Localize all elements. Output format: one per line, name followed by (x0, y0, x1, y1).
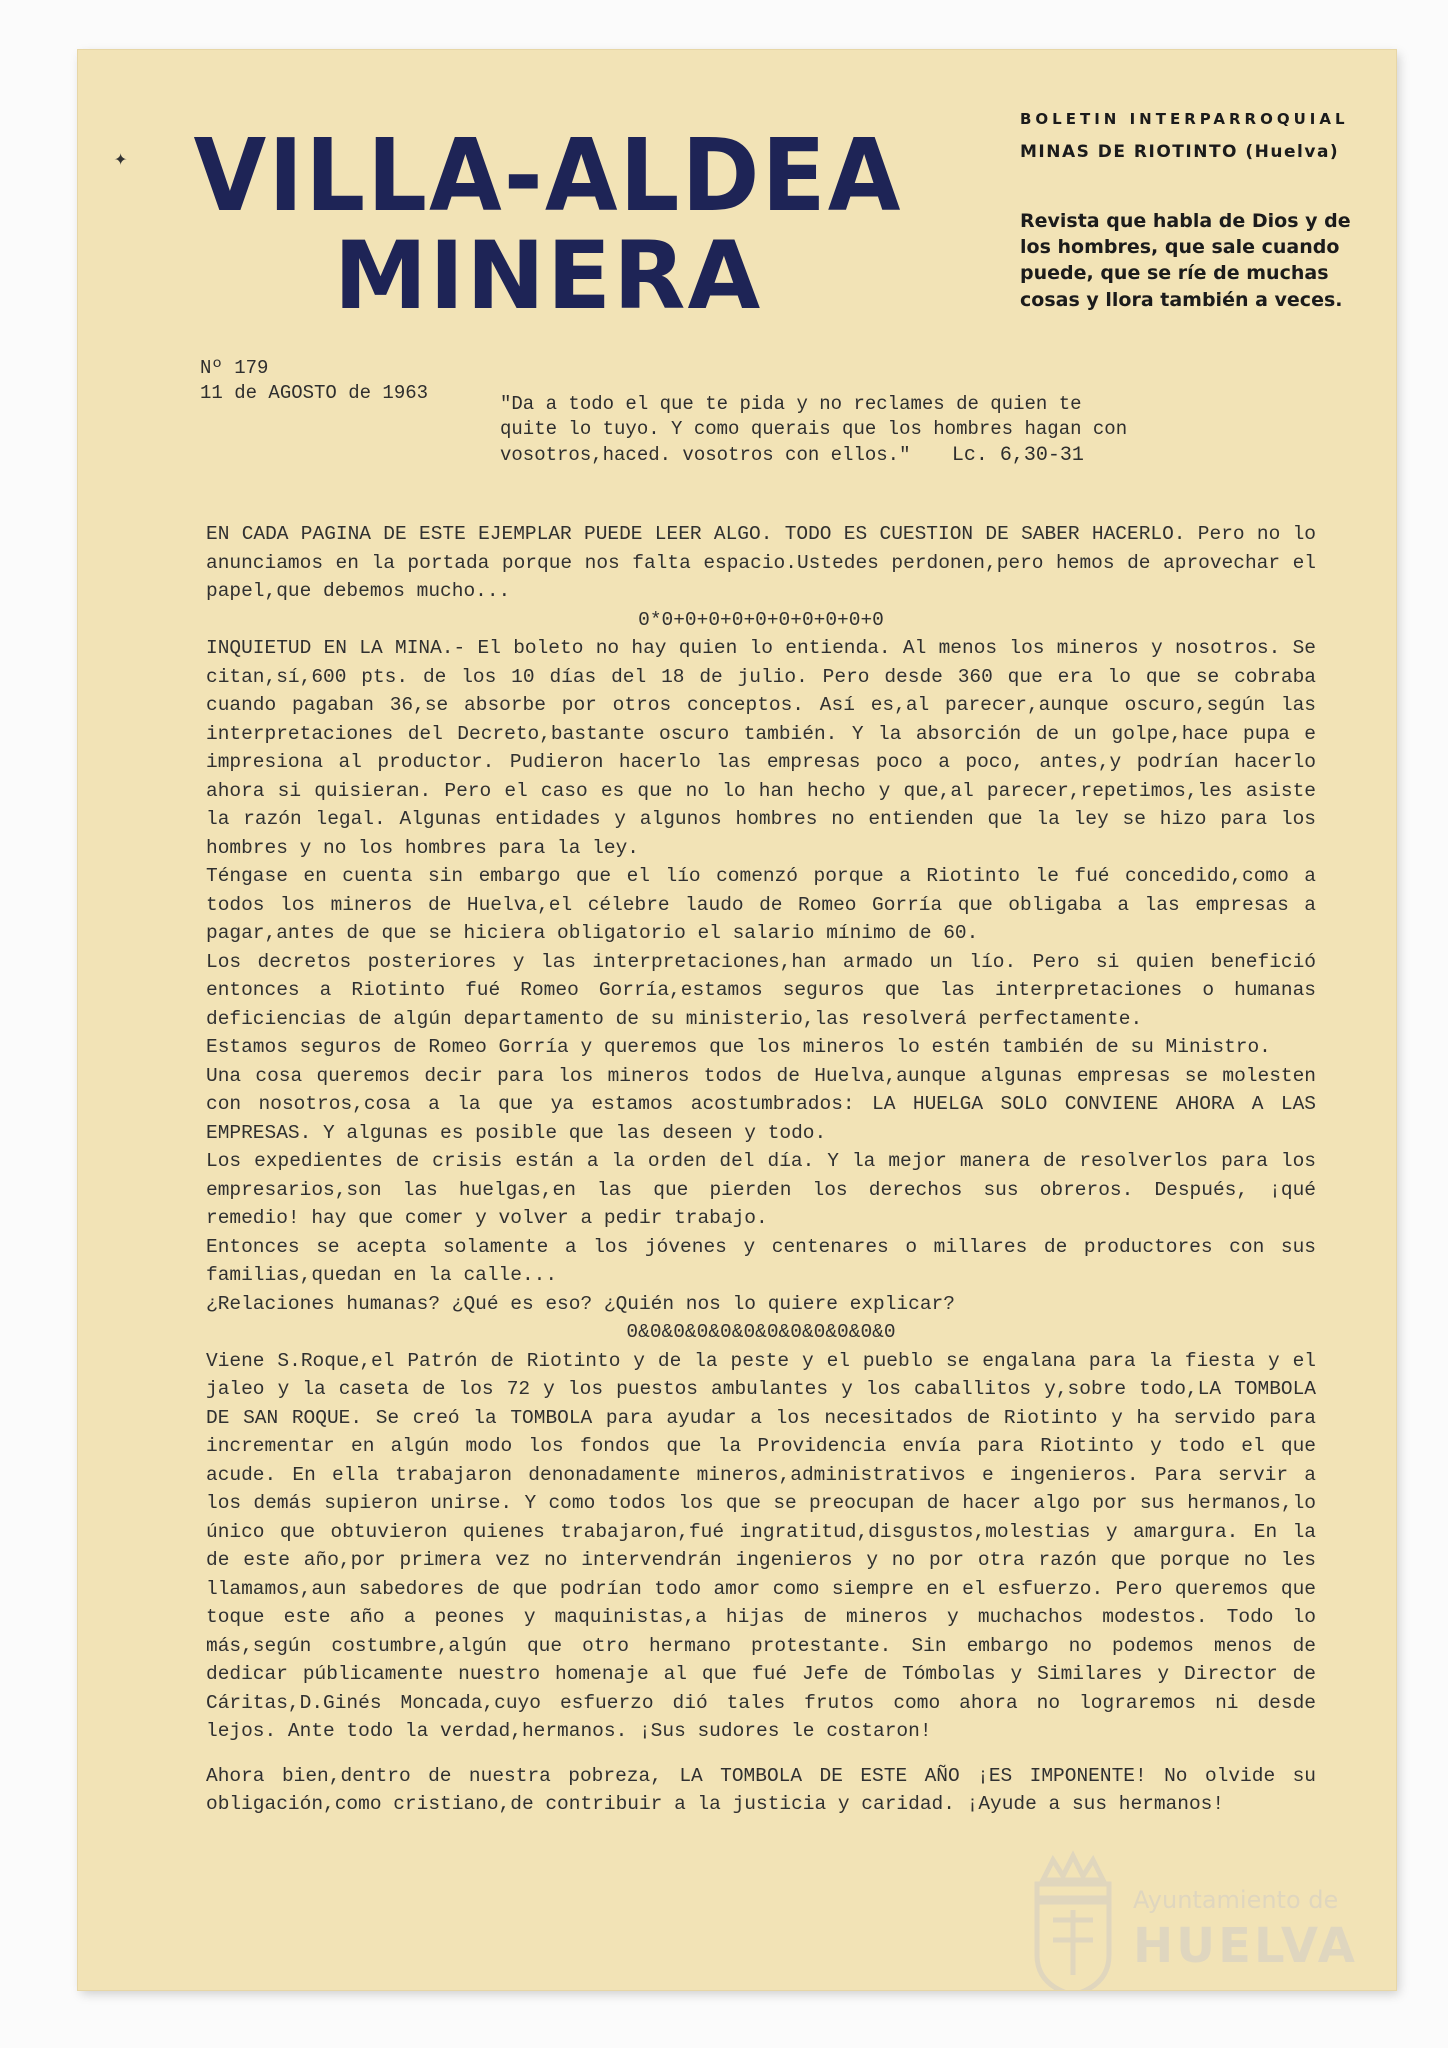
archive-watermark (1023, 1850, 1383, 1990)
paragraph-jovenes: Entonces se acepta solamente a los jóvenes y centenares o millares de productores con sus familias,quedan en la calle... (206, 1235, 1316, 1286)
tagline: Revista que habla de Dios y de los hombres, que sale cuando puede, que se ríe de muchas cosas y llora también a veces. (1020, 210, 1351, 311)
newsletter-page (78, 50, 1396, 1990)
watermark-line-1: Ayuntamiento de (1133, 1886, 1339, 1914)
masthead-line-2: MINERA (333, 222, 763, 331)
paragraph-mina: INQUIETUD EN LA MINA.- El boleto no hay quien lo entienda. Al menos los mineros y nosotros. Se citan,sí,600 pts. de los 10 días del 18 de julio. Pero desde 360 que era lo que se cobraba cuando pagaban 36,se absorbe por otros conceptos. Así es,al parecer,aunque oscuro,según las interpretaciones del Decreto,bastante oscuro también. Y la absorción de un golpe,hace pupa e impresiona al productor. Pudieron hacerlo las empresas poco a poco, antes,y podrían hacerlo ahora si quisieran. Pero el caso es que no lo han hecho y que,al parecer,repetimos,les asiste la razón legal. Algunas entidades y algunos hombres no entienden que la ley se hizo para los hombres y no los hombres para la ley. (206, 637, 1316, 859)
issue-number: Nº 179 (200, 357, 269, 379)
quote-text: "Da a todo el que te pida y no reclames de quien te quite lo tuyo. Y como querais que los hombres hagan con vosotros,haced. vosotros con ellos." (500, 393, 1128, 466)
paragraph-relaciones: ¿Relaciones humanas? ¿Qué es eso? ¿Quién nos lo quiere explicar? (206, 1292, 955, 1315)
watermark-line-2: HUELVA (1133, 1918, 1358, 1974)
paragraph-expedientes: Los expedientes de crisis están a la orden del día. Y la mejor manera de resolverlos para los empresarios,son las huelgas,en las que pierden los derechos sus obreros. Después, ¡qué remedio! hay que comer y volver a pedir trabajo. (206, 1150, 1316, 1229)
spacer (206, 1746, 1316, 1762)
separator-2: 0&0&0&0&0&0&0&0&0&0&0&0 (626, 1321, 896, 1343)
issue-info (200, 356, 428, 405)
paragraph-ayude: Ahora bien,dentro de nuestra pobreza, LA TOMBOLA DE ESTE AÑO ¡ES IMPONENTE! No olvide su obligación,como cristiano,de contribuir a la justicia y caridad. ¡Ayude a sus hermanos! (206, 1764, 1316, 1815)
paragraph-decretos: Los decretos posteriores y las interpretaciones,han armado un lío. Pero si quien benefició entonces a Riotinto fué Romeo Gorría,estamos seguros que las interpretaciones o humanas deficiencias de algún departamento de su ministerio,las resolverá perfectamente. (206, 950, 1316, 1030)
location-label: MINAS DE RIOTINTO (Huelva) (1020, 142, 1340, 162)
issue-date: 11 de AGOSTO de 1963 (200, 381, 429, 404)
masthead-title (168, 118, 928, 331)
paragraph-huelga: Una cosa queremos decir para los mineros todos de Huelva,aunque algunas empresas se molesten con nosotros,cosa a la que ya estamos acostumbrados: LA HUELGA SOLO CONVIENE AHORA A LAS EMPRESAS. Y algunas es posible que las deseen y todo. (206, 1064, 1316, 1144)
article-body (206, 520, 1316, 1819)
quote-reference: Lc. 6,30-31 (951, 443, 1084, 467)
paragraph-tombola: Viene S.Roque,el Patrón de Riotinto y de la peste y el pueblo se engalana para la fiesta y el jaleo y la caseta de los 72 y los puestos ambulantes y los caballitos y,sobre todo,LA TOMBOLA DE SAN ROQUE. Se creó la TOMBOLA para ayudar a los necesitados de Riotinto y ha servido para incrementar en algún modo los fondos que la Providencia envía para Riotinto y todo el que acude. En ella trabajaron denonadamente mineros,administrativos e ingenieros. Para servir a los demás supieron unirse. Y como todos los que se preocupan de hacer algo por sus hermanos,lo único que obtuvieron quienes trabajaron,fué ingratitud,disgustos,molestias y amargura. En la de este año,por primera vez no intervendrán ingenieros y no por otra razón que porque no les llamamos,aun sabedores de que podrían todo amor como siempre en el esfuerzo. Pero queremos que toque este año a peones y maquinistas,a hijas de mineros y muchachos modestos. Todo lo más,según costumbre,algún que otro hermano protestante. Sin embargo no podemos menos de dedicar públicamente nuestro homenaje al que fué Jefe de Tómbolas y Similares y Director de Cáritas,D.Ginés Moncada,cuyo esfuerzo dió tales frutos como ahora no lograremos ni desde lejos. Ante todo la verdad,hermanos. ¡Sus sudores le costaron! (206, 1349, 1316, 1742)
masthead-line-1: VILLA-ALDEA (193, 118, 903, 235)
ink-mark: ✦ (114, 147, 128, 172)
paragraph-laudo: Téngase en cuenta sin embargo que el lío comenzó porque a Riotinto le fué concedido,como a todos los mineros de Huelva,el célebre laudo de Romeo Gorría que obligaba a las empresas a pagar,antes de que se hiciera obligatorio el salario mínimo de 60. (206, 865, 1316, 944)
separator-1: 0*0+0+0+0+0+0+0+0+0+0 (638, 608, 884, 631)
crest-icon (1023, 1850, 1123, 1990)
boletin-label: BOLETIN INTERPARROQUIAL (1020, 110, 1349, 128)
epigraph-quote (500, 392, 1140, 469)
intro-paragraph: EN CADA PAGINA DE ESTE EJEMPLAR PUEDE LEER ALGO. TODO ES CUESTION DE SABER HACERLO. Pero no lo anunciamos en la portada porque nos falta espacio.Ustedes perdonen,pero hemos de aprovechar el papel,que debemos mucho... (206, 523, 1316, 602)
paragraph-ministro: Estamos seguros de Romeo Gorría y queremos que los mineros lo estén también de su Ministro. (206, 1036, 1271, 1058)
header-right (1020, 110, 1380, 313)
